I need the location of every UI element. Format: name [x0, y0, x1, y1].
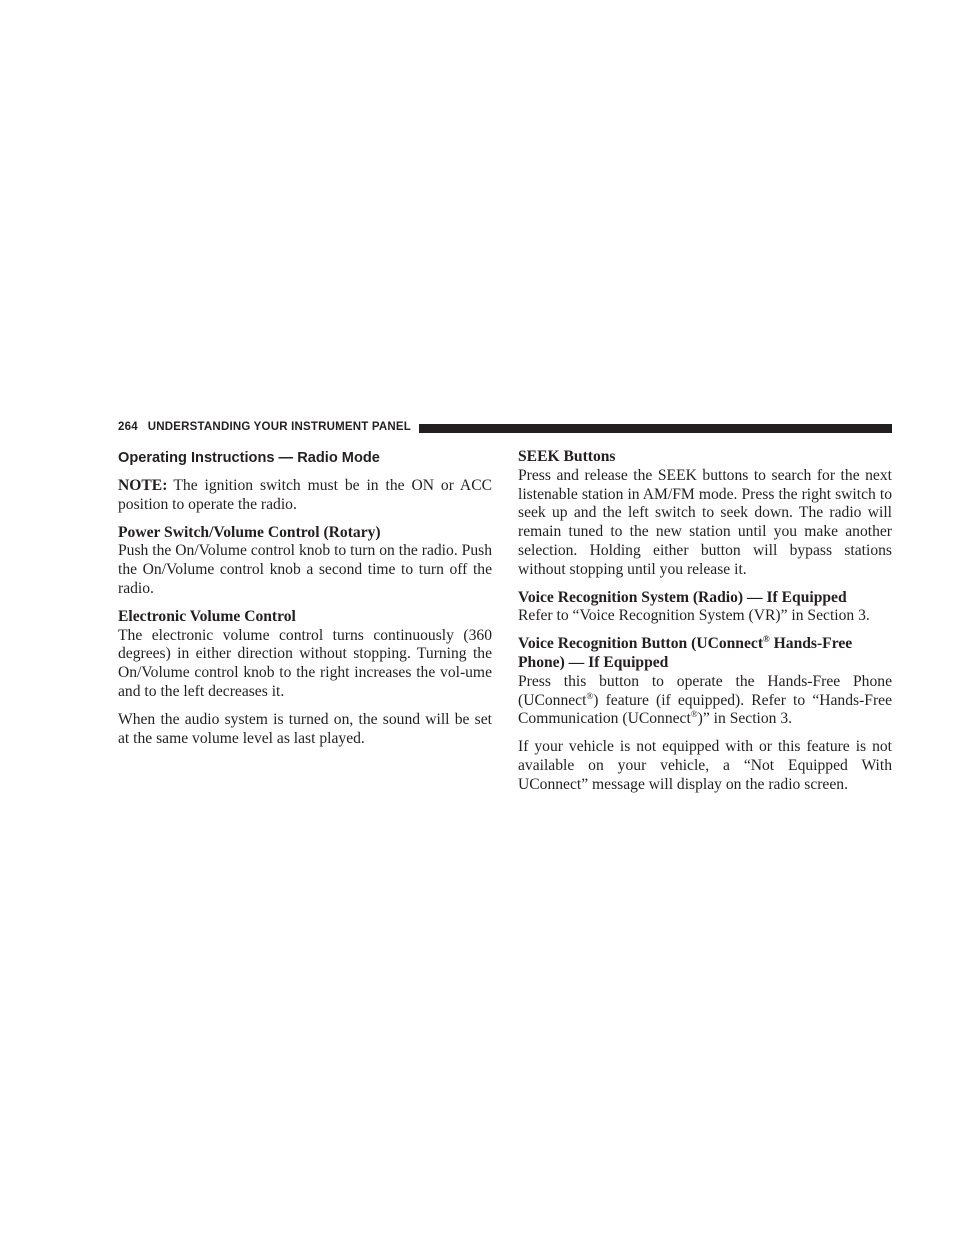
note-paragraph: [118, 477, 492, 515]
vr-button-section: [518, 635, 892, 729]
registered-mark: ®: [586, 690, 594, 701]
radio-mode-heading: Operating Instructions — Radio Mode: [118, 450, 380, 466]
page-header: [118, 419, 892, 435]
evc-section: [118, 608, 492, 702]
not-equipped-text: If your vehicle is not equipped with or this feature is not available on your vehicle, a “Not Equipped With UConnect” message will display on the radio screen.: [518, 738, 892, 793]
vr-section: [518, 589, 892, 627]
page-number: 264: [118, 421, 138, 433]
seek-text: Press and release the SEEK buttons to search for the next listenable station in AM/FM mode. Press the right switch to seek up and the left switch to seek down. The radio will remain tuned to the new station until you make another selection. Holding either button will bypass stations without stopping until you release it.: [518, 466, 892, 578]
header-rule: [419, 424, 892, 433]
power-text: Push the On/Volume control knob to turn on the radio. Push the On/Volume control knob a second time to turn off the radio.: [118, 542, 492, 597]
vr-button-title: [518, 635, 892, 673]
section-title: UNDERSTANDING YOUR INSTRUMENT PANEL: [147, 421, 411, 433]
evc-title: Electronic Volume Control: [118, 607, 296, 625]
audio-text: When the audio system is turned on, the sound will be set at the same volume level as last played.: [118, 710, 492, 747]
seek-section: [518, 448, 892, 580]
vr-text: Refer to “Voice Recognition System (VR)” in Section 3.: [518, 607, 870, 625]
power-title: Power Switch/Volume Control (Rotary): [118, 523, 381, 541]
note-label: NOTE:: [118, 477, 168, 494]
registered-mark: ®: [690, 709, 698, 720]
registered-mark: ®: [763, 633, 770, 644]
vr-title: Voice Recognition System (Radio) — If Equipped: [518, 588, 847, 606]
left-column: [118, 448, 492, 757]
vr-button-text-a: Press this button to operate the Hands-Free Phone (UConnect: [518, 672, 892, 709]
vr-button-text: [518, 673, 892, 729]
vr-button-text-c: )” in Section 3.: [697, 710, 793, 728]
seek-title: SEEK Buttons: [518, 448, 616, 465]
note-text: The ignition switch must be in the ON or ACC position to operate the radio.: [118, 477, 492, 513]
vr-button-text-b: ) feature (if equipped). Refer to “Hands-Free Communication (UConnect: [518, 691, 892, 728]
vr-button-title-a: Voice Recognition Button (UConnect: [518, 635, 764, 653]
right-column: [518, 448, 892, 804]
vr-button-title-b: Hands-Free Phone) — If Equipped: [518, 635, 853, 671]
evc-text: The electronic volume control turns continuously (360 degrees) in either direction without stopping. Turning the On/Volume control knob to the right increases the vol-ume and to the left decreases it.: [118, 626, 492, 700]
power-section: [118, 524, 492, 599]
